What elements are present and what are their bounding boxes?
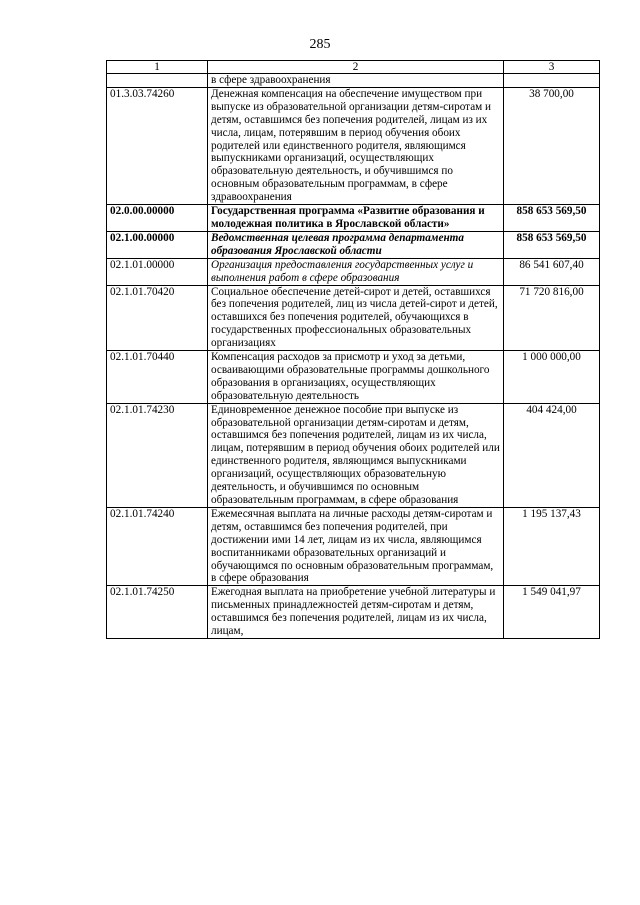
budget-table <box>106 60 600 639</box>
header-row <box>107 61 600 74</box>
code-cell: 02.1.01.74250 <box>107 586 208 639</box>
budget-table-body <box>107 61 600 639</box>
amount-cell: 1 549 041,97 <box>504 586 600 639</box>
amount-cell: 404 424,00 <box>504 403 600 507</box>
table-row <box>107 87 600 204</box>
table-row <box>107 285 600 351</box>
description-cell: в сфере здравоохранения <box>208 74 504 88</box>
description-cell: Организация предоставления государственных услуг и выполнения работ в сфере образования <box>208 258 504 285</box>
table-row <box>107 74 600 88</box>
table-row <box>107 231 600 258</box>
amount-cell <box>504 74 600 88</box>
code-cell: 02.1.01.70420 <box>107 285 208 351</box>
description-cell: Ежемесячная выплата на личные расходы детям-сиротам и детям, оставшимся без попечения родителей, при достижении ими 14 лет, лицам из их числа, являющимся воспитанниками образовательных организаций и обучающимся по основным образовательным программам, в сфере образования <box>208 507 504 585</box>
amount-cell: 858 653 569,50 <box>504 205 600 232</box>
description-cell: Единовременное денежное пособие при выпуске из образовательной организации детям-сиротам и детям, оставшимся без попечения родителей, лицам из их числа, лицам, потерявшим в период обучения обоих родителей или единственного родителя, являющимся выпускниками организаций, осуществляющих образовательную деятельность, и обучившимся по основным образовательным программам, в сфере образования <box>208 403 504 507</box>
code-cell: 02.0.00.00000 <box>107 205 208 232</box>
code-cell: 02.1.01.74240 <box>107 507 208 585</box>
code-cell: 02.1.01.70440 <box>107 351 208 404</box>
description-cell: Денежная компенсация на обеспечение имуществом при выпуске из образовательной организации детям-сиротам и детям, оставшимся без попечения родителей, лицам из их числа, лицам, потерявшим в период обучения обоих родителей или единственного родителя, являющимся выпускниками организаций, осуществляющих образовательную деятельность, и обучившимся по основным образовательным программам, в сфере здравоохранения <box>208 87 504 204</box>
table-row <box>107 507 600 585</box>
amount-cell: 71 720 816,00 <box>504 285 600 351</box>
code-cell: 01.3.03.74260 <box>107 87 208 204</box>
table-row <box>107 351 600 404</box>
header-col-1: 1 <box>107 61 208 74</box>
amount-cell: 86 541 607,40 <box>504 258 600 285</box>
header-col-3: 3 <box>504 61 600 74</box>
amount-cell: 38 700,00 <box>504 87 600 204</box>
description-cell: Компенсация расходов за присмотр и уход за детьми, осваивающими образовательные программы дошкольного образования в организациях, осуществляющих образовательную деятельность <box>208 351 504 404</box>
code-cell: 02.1.01.00000 <box>107 258 208 285</box>
page-number: 285 <box>309 37 331 52</box>
amount-cell: 1 000 000,00 <box>504 351 600 404</box>
amount-cell: 1 195 137,43 <box>504 507 600 585</box>
code-cell <box>107 74 208 88</box>
table-row <box>107 205 600 232</box>
amount-cell: 858 653 569,50 <box>504 231 600 258</box>
table-row <box>107 258 600 285</box>
code-cell: 02.1.01.74230 <box>107 403 208 507</box>
description-cell: Государственная программа «Развитие образования и молодежная политика в Ярославской области» <box>208 205 504 232</box>
table-row <box>107 403 600 507</box>
header-col-2: 2 <box>208 61 504 74</box>
description-cell: Социальное обеспечение детей-сирот и детей, оставшихся без попечения родителей, лиц из числа детей-сирот и детей, оставшихся без попечения родителей, обучающихся в государственных профессиональных образовательных организациях <box>208 285 504 351</box>
code-cell: 02.1.00.00000 <box>107 231 208 258</box>
table-row <box>107 586 600 639</box>
description-cell: Ежегодная выплата на приобретение учебной литературы и письменных принадлежностей детям-сиротам и детям, оставшимся без попечения родителей, лицам из их числа, лицам, <box>208 586 504 639</box>
description-cell: Ведомственная целевая программа департамента образования Ярославской области <box>208 231 504 258</box>
